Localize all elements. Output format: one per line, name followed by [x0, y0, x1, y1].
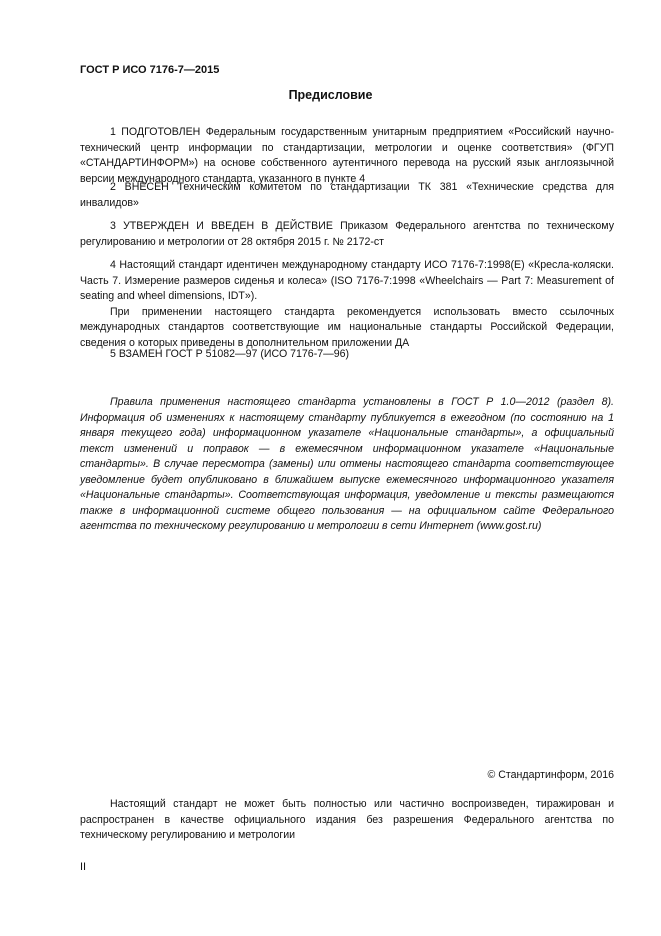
section-5: [80, 347, 614, 363]
section-3-text: 3 УТВЕРЖДЕН И ВВЕДЕН В ДЕЙСТВИЕ Приказом Федерального агентства по техническому регулированию и метрологии от 28 октября 2015 г. № 2172-ст: [80, 220, 614, 248]
section-4: [80, 258, 614, 351]
section-1-text: 1 ПОДГОТОВЛЕН Федеральным государственным унитарным предприятием «Российский научно-технический центр информации по стандартизации, метрологии и оценке соответствия» (ФГУП «СТАНДАРТИНФОРМ») на основе собственного аутентичного перевода на русский язык англоязычной версии международного стандарта, указанного в пункте 4: [80, 126, 614, 185]
rules-note-text: Правила применения настоящего стандарта установлены в ГОСТ Р 1.0—2012 (раздел 8). Информация об изменениях к настоящему стандарту публикуется в ежегодном (по состоянию на 1 января текущего года) информационном указателе «Национальные стандарты», а официальный текст изменений и поправок — в ежемесячном информационном указателе «Национальные стандарты». В случае пересмотра (замены) или отмены настоящего стандарта соответствующее уведомление будет опубликовано в ближайшем выпуске ежемесячного информационного указателя «Национальные стандарты». Соответствующая информация, уведомление и тексты размещаются также в информационной системе общего пользования — на официальном сайте Федерального агентства по техническому регулированию и метрологии в сети Интернет (www.gost.ru): [80, 396, 614, 532]
standard-code: ГОСТ Р ИСО 7176-7—2015: [80, 64, 220, 76]
section-1: [80, 125, 614, 187]
section-2-text: 2 ВНЕСЕН Техническим комитетом по стандартизации ТК 381 «Технические средства для инвалидов»: [80, 181, 614, 209]
page-title: Предисловие: [288, 88, 373, 102]
section-5-text: 5 ВЗАМЕН ГОСТ Р 51082—97 (ИСО 7176-7—96): [110, 348, 350, 360]
section-4-note: При применении настоящего стандарта рекомендуется использовать вместо ссылочных международных стандартов соответствующие им национальные стандарты Российской Федерации, сведения о которых приведены в дополнительном приложении ДА: [80, 305, 614, 349]
section-4-text: 4 Настоящий стандарт идентичен международному стандарту ИСО 7176-7:1998(Е) «Кресла-коляски. Часть 7. Измерение размеров сиденья и колеса» (ISO 7176-7:1998 «Wheelchairs — Part 7: Measurement of seating and wheel dimensions, IDT»).: [80, 259, 614, 302]
section-2: [80, 180, 614, 211]
reproduction-notice-text: Настоящий стандарт не может быть полностью или частично воспроизведен, тиражирован и распространен в качестве официального издания без разрешения Федерального агентства по техническому регулированию и метрологии: [80, 798, 614, 841]
page-number: II: [80, 861, 87, 873]
rules-note: [80, 395, 614, 535]
section-3: [80, 219, 614, 250]
copyright-line: © Стандартинформ, 2016: [487, 769, 614, 781]
reproduction-notice: [80, 797, 614, 844]
